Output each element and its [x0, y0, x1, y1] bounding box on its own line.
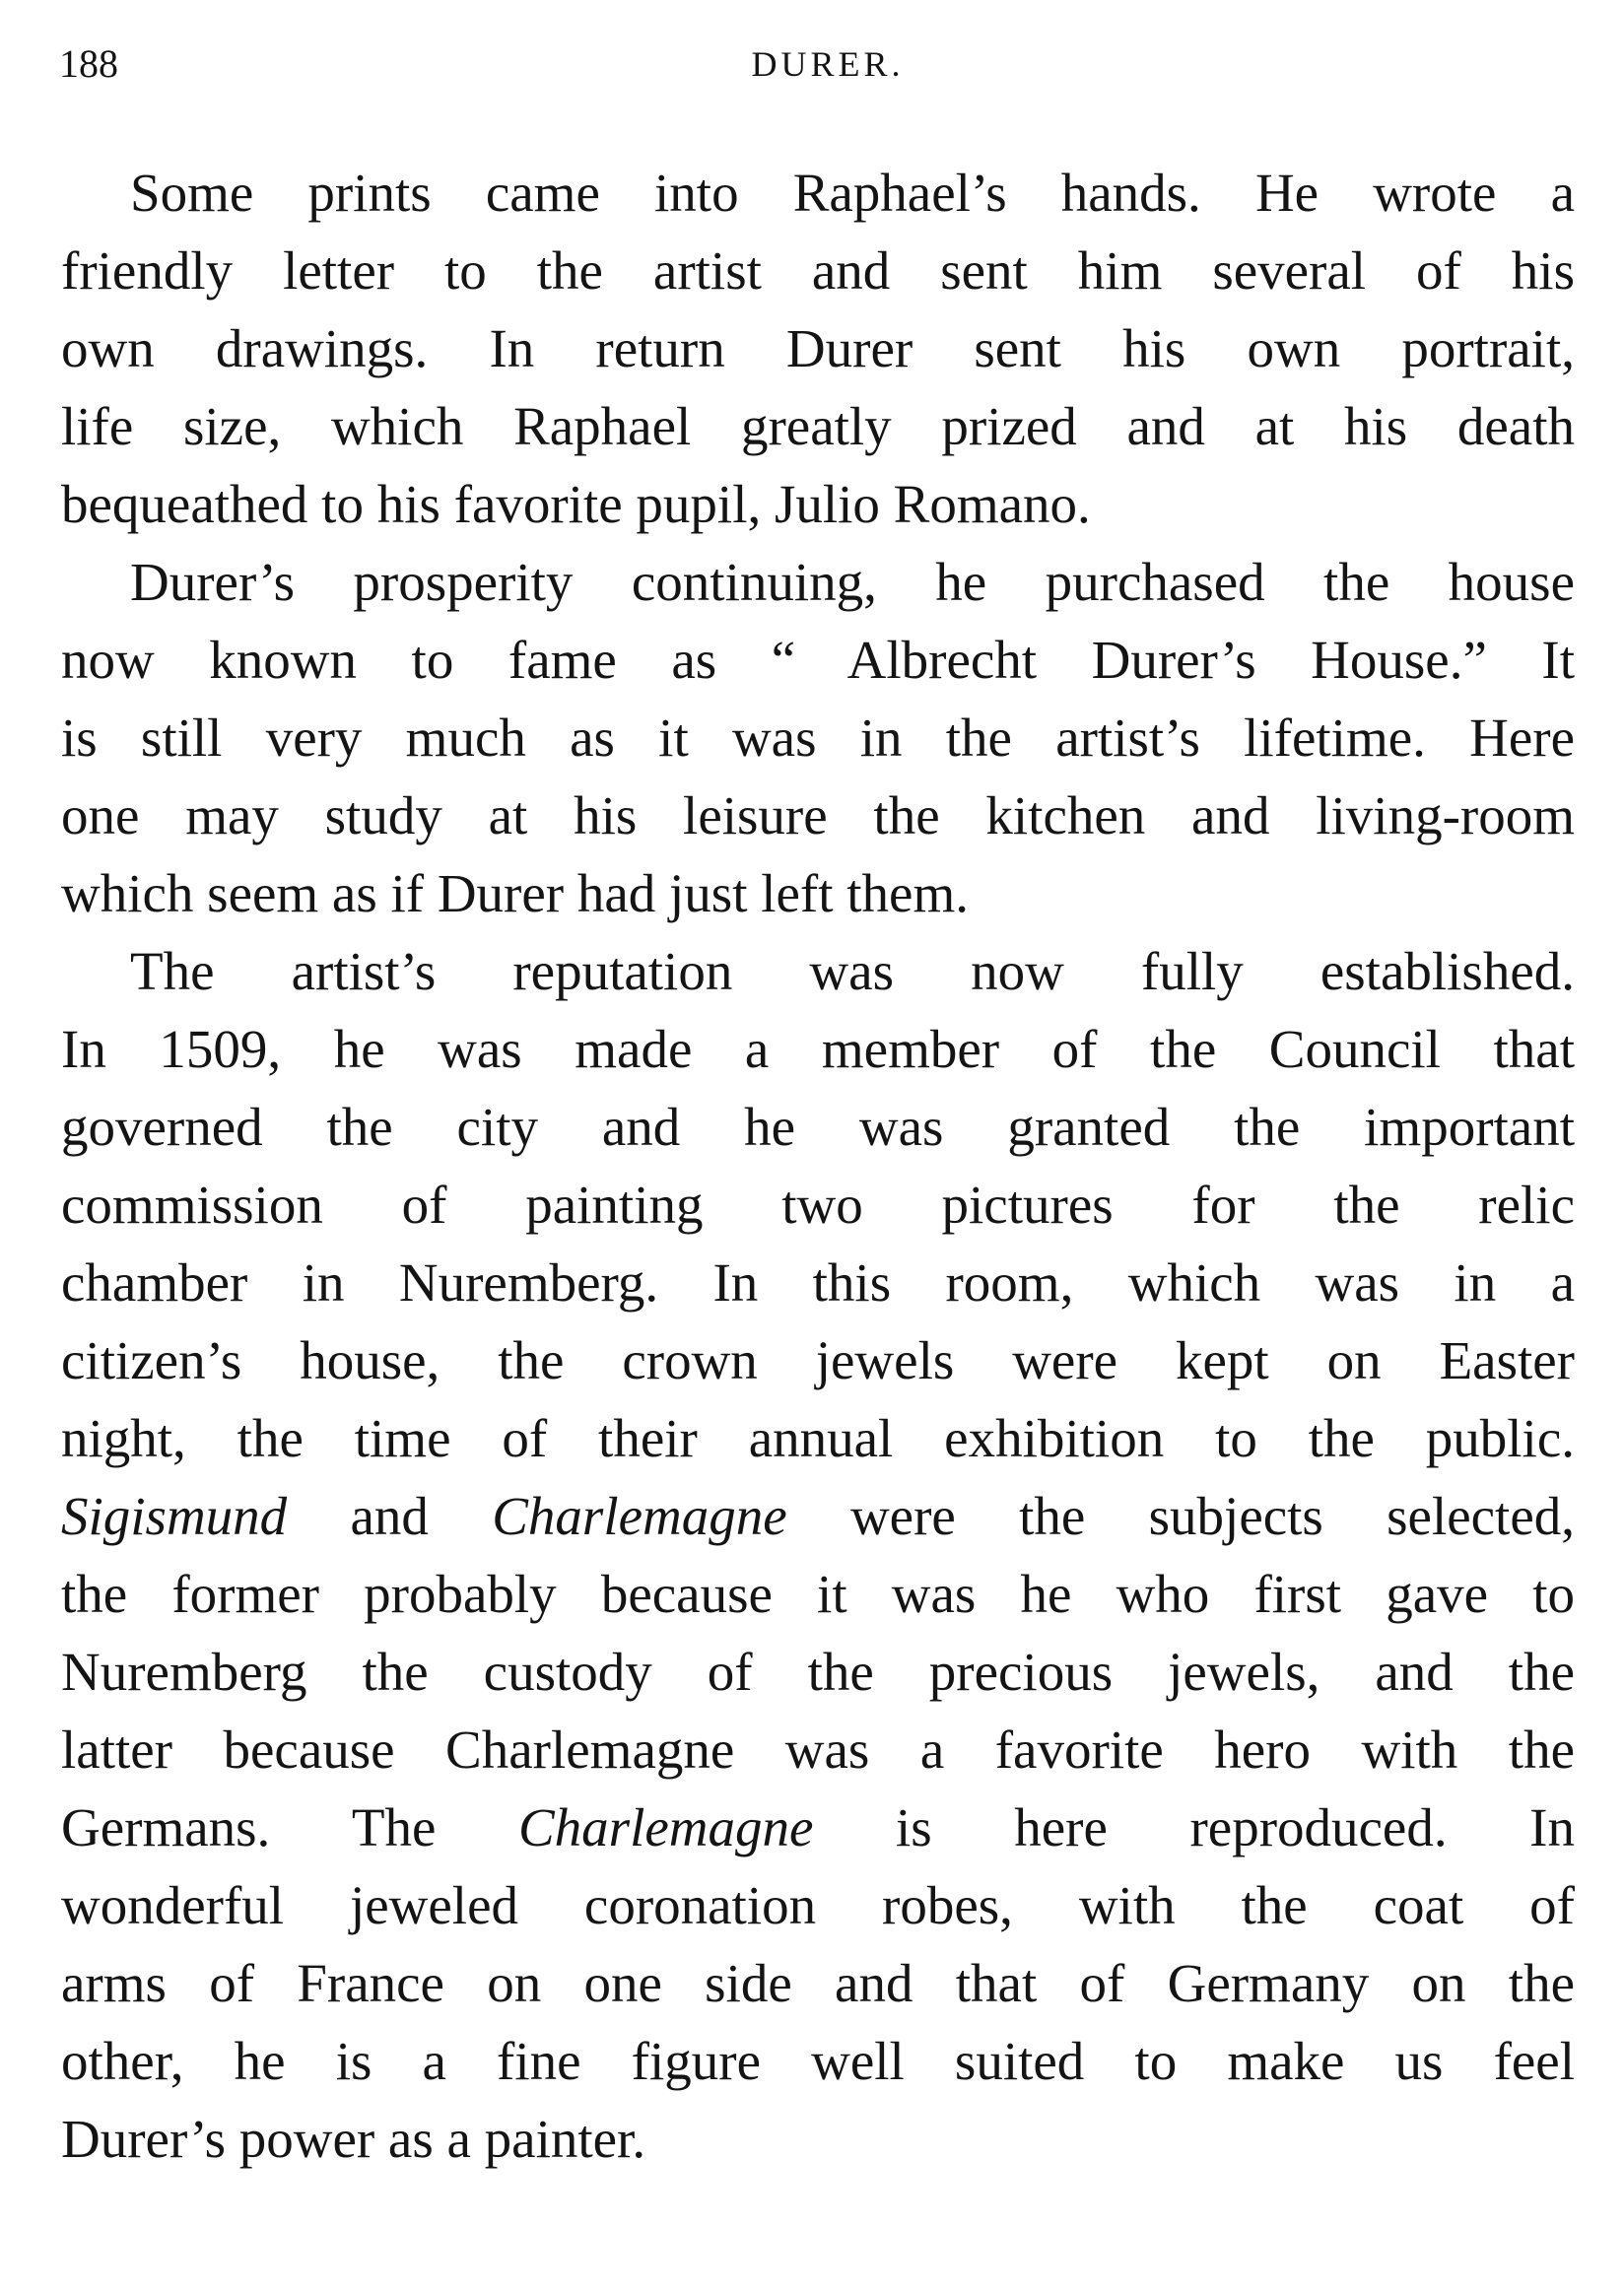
text-line: friendly letter to the artist and sent him several of his — [61, 240, 1575, 301]
text-line: Some prints came into Raphael’s hands. He wrote a — [130, 163, 1575, 223]
text-line: wonderful jeweled coronation robes, with the coat of — [61, 1875, 1575, 1935]
italic-title: Sigismund — [61, 1486, 288, 1546]
text-line: arms of France on one side and that of Germany on the — [61, 1953, 1575, 2013]
running-title: DURER. — [751, 44, 905, 84]
text-line: own drawings. In return Durer sent his own portrait, — [61, 318, 1575, 378]
italic-title: Charlemagne — [492, 1486, 787, 1546]
text-line: is still very much as it was in the artist’s lifetime. Here — [61, 708, 1575, 768]
text-line: governed the city and he was granted the important — [61, 1097, 1575, 1157]
body-text — [61, 154, 1575, 2178]
text-line: life size, which Raphael greatly prized and at his death — [61, 396, 1575, 456]
text-line: Durer’s power as a painter. — [61, 2109, 646, 2169]
text-line: citizen’s house, the crown jewels were kept on Easter — [61, 1330, 1575, 1390]
text-line: chamber in Nuremberg. In this room, which was in a — [61, 1252, 1575, 1313]
italic-title: Charlemagne — [517, 1797, 814, 1857]
running-head — [59, 39, 1577, 89]
text-line: Germans. The Charlemagne is here reproduced. In — [61, 1797, 1575, 1857]
text-line: night, the time of their annual exhibition to the public. — [61, 1408, 1575, 1468]
text-line: The artist’s reputation was now fully established. — [130, 941, 1575, 1001]
page-number: 188 — [59, 41, 118, 86]
text-line: commission of painting two pictures for the relic — [61, 1175, 1575, 1235]
text-line: In 1509, he was made a member of the Council that — [61, 1019, 1575, 1079]
text-line: Sigismund and Charlemagne were the subjects selected, — [61, 1486, 1576, 1546]
text-line: which seem as if Durer had just left them. — [61, 863, 969, 923]
text-line: bequeathed to his favorite pupil, Julio Romano. — [61, 474, 1091, 534]
text-line: Nuremberg the custody of the precious jewels, and the — [61, 1642, 1575, 1702]
text-line: latter because Charlemagne was a favorite hero with the — [61, 1720, 1575, 1780]
text-line: other, he is a fine figure well suited to make us feel — [61, 2031, 1575, 2091]
text-line: the former probably because it was he who first gave to — [61, 1564, 1575, 1624]
text-line: now known to fame as “ Albrecht Durer’s House.” It — [61, 630, 1575, 690]
text-line: Durer’s prosperity continuing, he purchased the house — [130, 552, 1575, 612]
text-line: one may study at his leisure the kitchen and living-room — [61, 785, 1575, 845]
